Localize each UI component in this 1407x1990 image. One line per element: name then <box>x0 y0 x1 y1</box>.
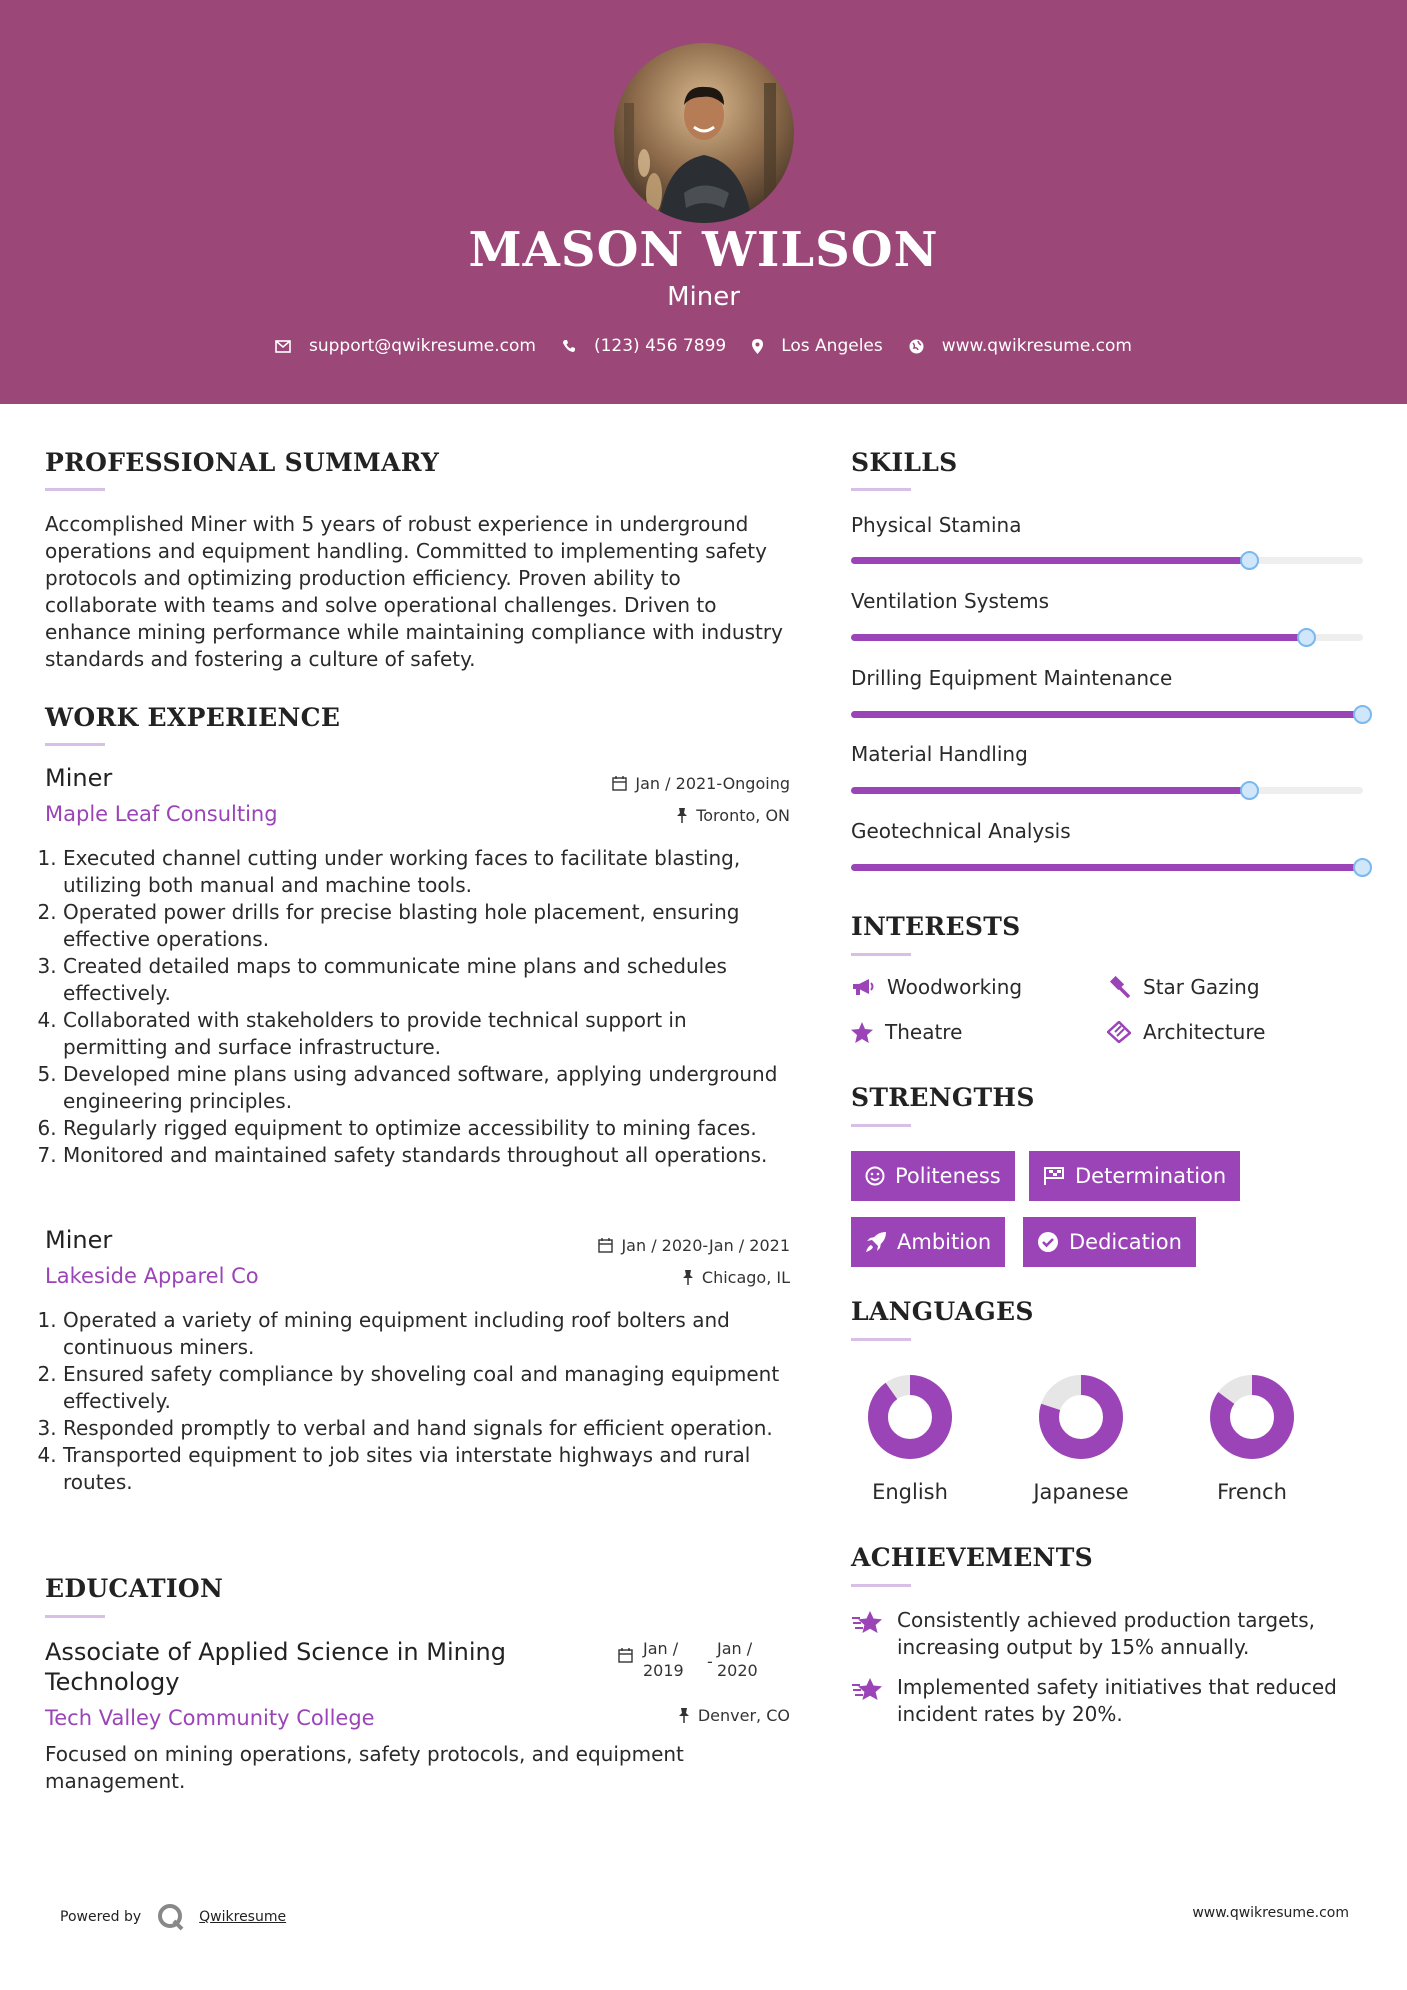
skill-bar-fill <box>851 557 1250 564</box>
rocket-icon <box>865 1231 887 1253</box>
languages-heading: LANGUAGES <box>851 1297 1034 1326</box>
interest-label: Star Gazing <box>1143 975 1260 999</box>
megaphone-icon <box>851 977 875 997</box>
language-donut-fill <box>878 1385 942 1449</box>
list-item: 1. Operated a variety of mining equipment including roof bolters and continuous miners. <box>63 1307 795 1361</box>
job-2-location-text: Chicago, IL <box>701 1268 790 1287</box>
candidate-name: MASON WILSON <box>468 222 939 278</box>
interest-label: Woodworking <box>887 975 1023 999</box>
resume-header <box>0 0 1407 404</box>
skill-bar <box>851 864 1363 871</box>
achievement-star-icon <box>851 1676 885 1702</box>
education-school: Tech Valley Community College <box>45 1706 375 1730</box>
strength-badge-determination <box>1029 1151 1240 1201</box>
achievement-text: Consistently achieved production targets, increasing output by 15% annually. <box>897 1608 1316 1659</box>
skill-bar-knob <box>1240 781 1259 800</box>
job-1-duties <box>45 845 795 1169</box>
achievements-underline <box>851 1584 911 1587</box>
skill-bar-knob <box>1353 705 1372 724</box>
profile-photo <box>614 43 794 223</box>
language-donut <box>845 1375 975 1459</box>
interest-label: Architecture <box>1143 1020 1266 1044</box>
education-degree: Associate of Applied Science in Mining Technology <box>45 1638 506 1696</box>
language-label: French <box>1217 1480 1287 1504</box>
skill-label: Physical Stamina <box>851 513 1022 537</box>
map-pin-icon <box>752 339 763 354</box>
list-item: 3. Created detailed maps to communicate mine plans and schedules effectively. <box>63 953 795 1007</box>
education-description: Focused on mining operations, safety protocols, and equipment management. <box>45 1742 684 1793</box>
skill-label: Drilling Equipment Maintenance <box>851 666 1173 690</box>
interest-label: Theatre <box>885 1020 963 1044</box>
language-label: Japanese <box>1033 1480 1129 1504</box>
job-1-dates-text: Jan / 2021-Ongoing <box>635 774 790 793</box>
job-2-dates-text: Jan / 2020-Jan / 2021 <box>621 1236 790 1255</box>
smile-icon <box>865 1166 885 1186</box>
job-2-company: Lakeside Apparel Co <box>45 1264 259 1288</box>
contact-website[interactable] <box>909 336 1132 356</box>
envelope-icon <box>275 340 291 353</box>
skill-bar-fill <box>851 634 1307 641</box>
job-2-location <box>682 1268 790 1287</box>
strength-badge-politeness <box>851 1151 1015 1201</box>
education-heading: EDUCATION <box>45 1574 224 1603</box>
strengths-underline <box>851 1124 911 1127</box>
achievement-text: Implemented safety initiatives that reduced incident rates by 20%. <box>897 1675 1337 1726</box>
experience-underline <box>45 743 105 746</box>
strength-label: Dedication <box>1069 1230 1182 1254</box>
job-1-location-text: Toronto, ON <box>696 806 790 825</box>
strength-label: Politeness <box>895 1164 1001 1188</box>
summary-text: Accomplished Miner with 5 years of robust experience in underground operations and equipment handling. Committed to implementing safety protocols and optimizing production efficiency. Proven ability to collaborate with teams and solve operational challenges. Driven to enhance mining performance while maintaining compliance with industry standards and fostering a culture of safety. <box>45 512 783 671</box>
globe-icon <box>909 339 924 354</box>
list-item: 2. Ensured safety compliance by shoveling coal and managing equipment effectively. <box>63 1361 795 1415</box>
language-donut <box>1016 1375 1146 1459</box>
pushpin-icon <box>676 808 688 823</box>
contact-location <box>752 336 883 356</box>
footer-powered-by <box>60 1903 286 1931</box>
strengths-heading: STRENGTHS <box>851 1083 1035 1112</box>
skill-label: Geotechnical Analysis <box>851 819 1071 843</box>
language-donut-chart <box>1210 1375 1294 1459</box>
skill-bar <box>851 557 1363 564</box>
strength-badge-ambition <box>851 1217 1005 1267</box>
skill-label: Ventilation Systems <box>851 589 1049 613</box>
interests-underline <box>851 953 911 956</box>
strength-badge-dedication <box>1023 1217 1196 1267</box>
skill-bar <box>851 711 1363 718</box>
contact-email[interactable] <box>275 336 536 356</box>
interest-star-gazing <box>1107 975 1260 999</box>
job-1-location <box>676 806 790 825</box>
list-item: 2. Operated power drills for precise blasting hole placement, ensuring effective operations. <box>63 899 795 953</box>
qwikresume-logo-icon <box>157 1903 185 1931</box>
list-item: 6. Regularly rigged equipment to optimize accessibility to mining faces. <box>63 1115 795 1142</box>
skills-heading: SKILLS <box>851 448 958 477</box>
languages-underline <box>851 1338 911 1341</box>
job-1-company: Maple Leaf Consulting <box>45 802 278 826</box>
contact-location-text: Los Angeles <box>781 336 883 356</box>
footer-url[interactable]: www.qwikresume.com <box>1192 1905 1349 1921</box>
candidate-title: Miner <box>667 282 740 312</box>
skill-bar-fill <box>851 787 1250 794</box>
education-end-date: Jan / 2020 <box>717 1639 758 1680</box>
check-circle-icon <box>1037 1231 1059 1253</box>
list-item: 4. Collaborated with stakeholders to provide technical support in permitting and surface infrastructure. <box>63 1007 795 1061</box>
list-item: 1. Executed channel cutting under working faces to facilitate blasting, utilizing both manual and machine tools. <box>63 845 795 899</box>
skills-underline <box>851 488 911 491</box>
job-2-duties <box>45 1307 795 1496</box>
education-start-date: Jan / 2019 <box>643 1639 684 1680</box>
powered-by-label: Powered by <box>60 1909 142 1925</box>
skill-bar-knob <box>1240 551 1259 570</box>
list-item: 7. Monitored and maintained safety standards throughout all operations. <box>63 1142 795 1169</box>
contact-phone[interactable] <box>562 336 726 356</box>
skill-bar <box>851 634 1363 641</box>
contact-email-text: support@qwikresume.com <box>309 336 536 356</box>
job-2-dates <box>598 1236 790 1255</box>
pushpin-icon <box>678 1708 690 1723</box>
education-dates-icon-wrap <box>618 1648 636 1667</box>
language-donut-chart <box>1039 1375 1123 1459</box>
footer-brand-link[interactable]: Qwikresume <box>199 1909 287 1925</box>
job-1-title: Miner <box>45 764 113 792</box>
strength-label: Determination <box>1075 1164 1227 1188</box>
contact-phone-text: (123) 456 7899 <box>593 336 727 356</box>
calendar-icon <box>618 1648 633 1663</box>
ticket-icon <box>1107 1021 1131 1043</box>
achievement-item <box>851 1674 1371 1728</box>
summary-heading: PROFESSIONAL SUMMARY <box>45 448 440 477</box>
job-2-title: Miner <box>45 1226 113 1254</box>
contact-website-text: www.qwikresume.com <box>941 336 1132 356</box>
education-underline <box>45 1615 105 1618</box>
calendar-icon <box>598 1238 613 1253</box>
interest-woodworking <box>851 975 1022 999</box>
education-date-separator: - <box>707 1652 713 1671</box>
skill-bar-fill <box>851 864 1363 871</box>
list-item: 3. Responded promptly to verbal and hand signals for efficient operation. <box>63 1415 795 1442</box>
interests-heading: INTERESTS <box>851 912 1021 941</box>
interest-theatre <box>851 1020 962 1044</box>
achievement-star-icon <box>851 1609 885 1635</box>
phone-icon <box>562 339 576 353</box>
strength-label: Ambition <box>897 1230 992 1254</box>
language-donut <box>1187 1375 1317 1459</box>
skill-bar-fill <box>851 711 1363 718</box>
experience-heading: WORK EXPERIENCE <box>45 703 341 732</box>
pushpin-icon <box>682 1270 694 1285</box>
gavel-icon <box>1107 976 1131 998</box>
list-item: 5. Developed mine plans using advanced software, applying underground engineering principles. <box>63 1061 795 1115</box>
skill-bar-knob <box>1297 628 1316 647</box>
interest-architecture <box>1107 1020 1265 1044</box>
achievements-heading: ACHIEVEMENTS <box>851 1543 1093 1572</box>
skill-bar-knob <box>1353 858 1372 877</box>
contact-bar <box>0 336 1407 356</box>
skill-bar <box>851 787 1363 794</box>
language-donut-chart <box>868 1375 952 1459</box>
achievement-item <box>851 1607 1371 1661</box>
summary-underline <box>45 488 105 491</box>
education-location-text: Denver, CO <box>697 1706 790 1725</box>
education-location <box>678 1706 790 1725</box>
list-item: 4. Transported equipment to job sites via interstate highways and rural routes. <box>63 1442 795 1496</box>
star-icon <box>851 1022 873 1043</box>
job-1-dates <box>612 774 790 793</box>
language-label: English <box>872 1480 948 1504</box>
skill-label: Material Handling <box>851 742 1028 766</box>
calendar-icon <box>612 776 627 791</box>
flag-icon <box>1043 1166 1065 1186</box>
